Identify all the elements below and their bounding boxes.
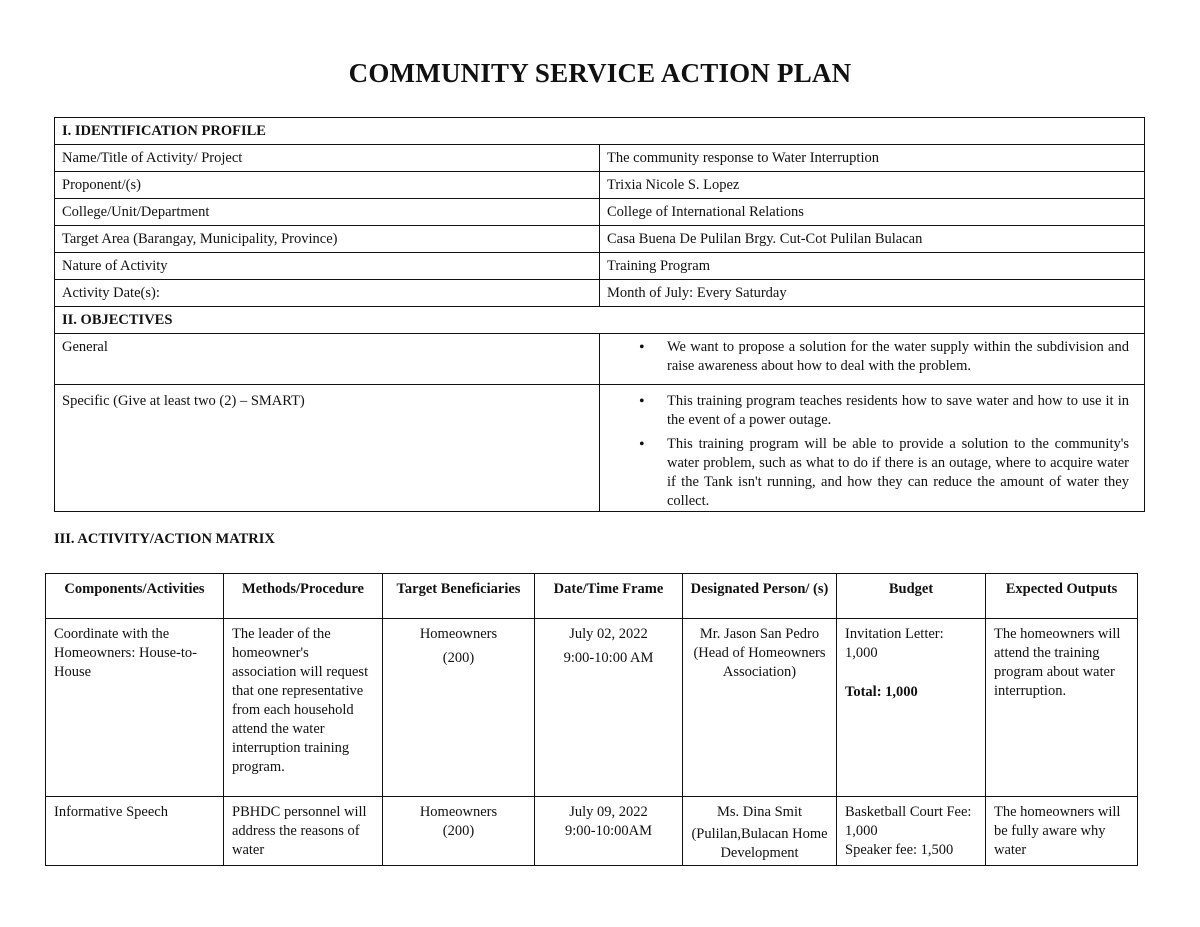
- person-name: Ms. Dina Smit: [717, 804, 802, 820]
- beneficiaries-count: (200): [442, 650, 475, 666]
- cell-date: [535, 797, 683, 866]
- cell-method: The leader of the homeowner's association will request that one representative from each household attend the water interruption training program.: [224, 619, 383, 797]
- cell-person: Mr. Jason San Pedro (Head of Homeowners Association): [683, 619, 837, 797]
- cell-budget: [837, 797, 986, 866]
- field-label: Target Area (Barangay, Municipality, Province): [55, 226, 600, 253]
- beneficiaries-count: (200): [442, 823, 475, 839]
- budget-item: Invitation Letter: 1,000: [845, 626, 944, 661]
- field-label: Name/Title of Activity/ Project: [55, 145, 600, 172]
- cell-beneficiaries: [383, 619, 535, 797]
- column-header: Methods/Procedure: [224, 574, 383, 619]
- section-heading-matrix: III. ACTIVITY/ACTION MATRIX: [54, 531, 275, 547]
- objective-specific: [600, 385, 1145, 512]
- field-label: College/Unit/Department: [55, 199, 600, 226]
- field-value: College of International Relations: [600, 199, 1145, 226]
- cell-person: [683, 797, 837, 866]
- column-header: Date/Time Frame: [535, 574, 683, 619]
- beneficiaries-label: Homeowners: [419, 804, 498, 820]
- budget-total: Total: 1,000: [845, 684, 918, 700]
- column-header: Designated Person/ (s): [683, 574, 837, 619]
- activity-matrix-table: [45, 573, 1138, 866]
- date-value: July 09, 2022: [569, 804, 648, 820]
- table-row: [55, 226, 1145, 253]
- column-header: Components/Activities: [46, 574, 224, 619]
- cell-date: [535, 619, 683, 797]
- budget-item: Basketball Court Fee: 1,000: [845, 804, 972, 839]
- field-value: Training Program: [600, 253, 1145, 280]
- time-value: 9:00-10:00AM: [565, 823, 652, 839]
- field-value: Casa Buena De Pulilan Brgy. Cut-Cot Pulilan Bulacan: [600, 226, 1145, 253]
- objective-bullet: • This training program will be able to provide a solution to the community's water problem, such as what to do if there is an outage, where to acquire water if the Tank isn't running, and how they can reduce the amount of water they collect.: [667, 435, 1129, 511]
- table-row: [55, 172, 1145, 199]
- objective-general: [600, 334, 1145, 385]
- cell-output: The homeowners will attend the training program about water interruption.: [986, 619, 1138, 797]
- table-row: [55, 253, 1145, 280]
- table-row: [55, 385, 1145, 512]
- budget-item: Speaker fee: 1,500: [845, 842, 954, 858]
- identification-objectives-table: [54, 117, 1145, 512]
- cell-output: The homeowners will be fully aware why water: [986, 797, 1138, 866]
- field-value: Month of July: Every Saturday: [600, 280, 1145, 307]
- field-label: Proponent/(s): [55, 172, 600, 199]
- field-label: General: [55, 334, 600, 385]
- field-label: Specific (Give at least two (2) – SMART): [55, 385, 600, 512]
- field-label: Activity Date(s):: [55, 280, 600, 307]
- objective-bullet: • This training program teaches residents how to save water and how to use it in the event of a power outage.: [667, 392, 1129, 430]
- table-row: [55, 145, 1145, 172]
- column-header: Budget: [837, 574, 986, 619]
- time-value: 9:00-10:00 AM: [563, 650, 654, 666]
- cell-component: Informative Speech: [46, 797, 224, 866]
- column-header: Expected Outputs: [986, 574, 1138, 619]
- cell-method: PBHDC personnel will address the reasons of water: [224, 797, 383, 866]
- table-row: [46, 619, 1138, 797]
- section-heading-identification: I. IDENTIFICATION PROFILE: [55, 118, 1145, 145]
- column-header: Target Beneficiaries: [383, 574, 535, 619]
- field-value: Trixia Nicole S. Lopez: [600, 172, 1145, 199]
- date-value: July 02, 2022: [569, 626, 648, 642]
- beneficiaries-label: Homeowners: [419, 626, 498, 642]
- objective-bullet: • We want to propose a solution for the water supply within the subdivision and raise awareness about how to deal with the problem.: [667, 338, 1129, 376]
- cell-budget: [837, 619, 986, 797]
- cell-beneficiaries: [383, 797, 535, 866]
- person-org: (Pulilan,Bulacan Home Development: [691, 826, 828, 861]
- table-row: [55, 334, 1145, 385]
- field-label: Nature of Activity: [55, 253, 600, 280]
- table-header-row: [46, 574, 1138, 619]
- table-row: [55, 280, 1145, 307]
- cell-component: Coordinate with the Homeowners: House-to-House: [46, 619, 224, 797]
- page-title: COMMUNITY SERVICE ACTION PLAN: [348, 58, 852, 88]
- table-row: [55, 199, 1145, 226]
- field-value: The community response to Water Interruption: [600, 145, 1145, 172]
- table-row: [46, 797, 1138, 866]
- section-heading-objectives: II. OBJECTIVES: [55, 307, 1145, 334]
